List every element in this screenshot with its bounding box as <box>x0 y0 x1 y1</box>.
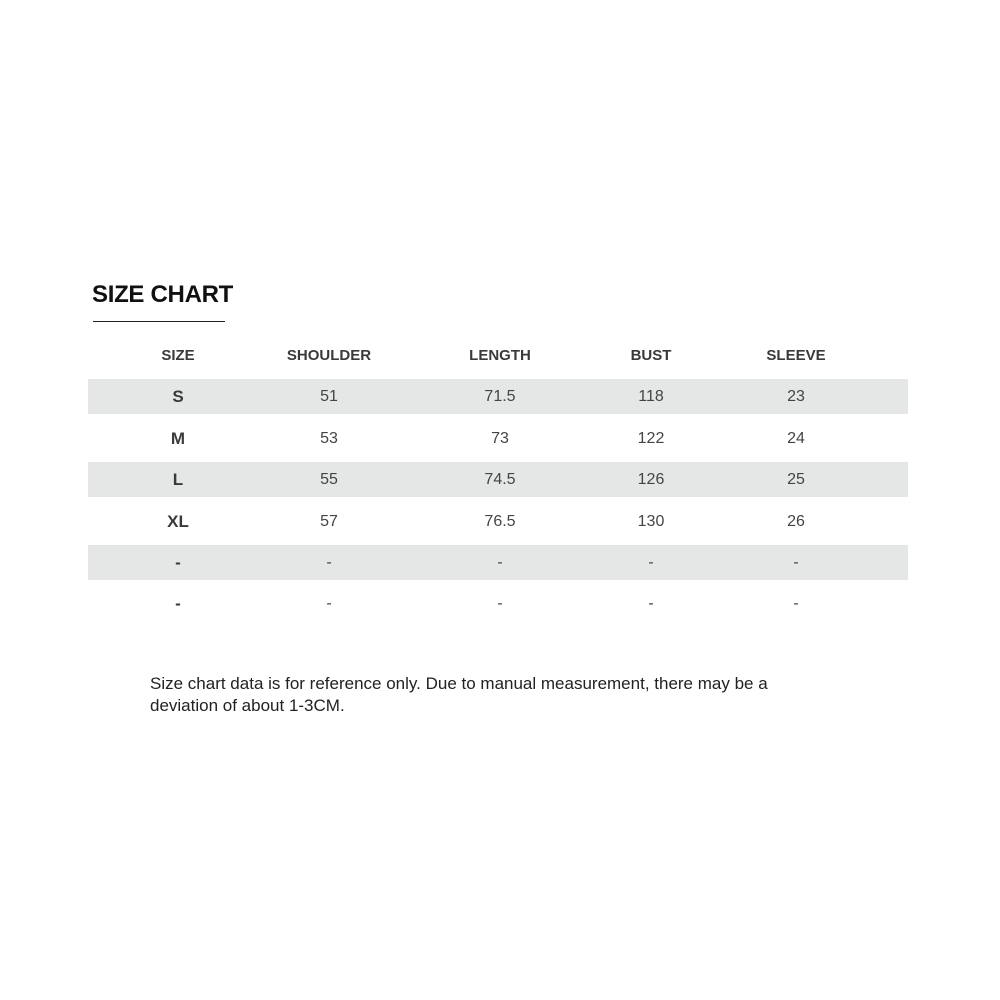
table-row <box>88 379 908 414</box>
header-shoulder: SHOULDER <box>286 347 372 364</box>
table-row <box>88 462 908 497</box>
table-row <box>88 421 908 456</box>
size-cell: S <box>172 387 184 406</box>
bust-cell: 126 <box>637 471 665 488</box>
shoulder-cell: - <box>326 554 332 571</box>
shoulder-cell: 57 <box>320 513 338 530</box>
page-title: SIZE CHART <box>92 281 234 308</box>
header-sleeve: SLEEVE <box>766 347 826 364</box>
table-header-row <box>88 338 908 373</box>
bust-cell: 122 <box>637 430 665 447</box>
sleeve-cell: - <box>793 554 799 571</box>
sleeve-cell: 24 <box>787 430 805 447</box>
length-cell: - <box>497 595 503 612</box>
length-cell: - <box>497 554 503 571</box>
table-row <box>88 504 908 539</box>
header-size: SIZE <box>161 347 195 364</box>
bust-cell: - <box>648 554 654 571</box>
shoulder-cell: 55 <box>320 471 338 488</box>
size-cell: M <box>170 429 186 448</box>
measurement-note: Size chart data is for reference only. Due to manual measurement, there may be a deviation of about 1-3CM. <box>150 674 768 715</box>
sleeve-cell: - <box>793 595 799 612</box>
size-cell: - <box>175 594 181 613</box>
table-row <box>88 545 908 580</box>
table-row <box>88 586 908 621</box>
length-cell: 74.5 <box>484 471 516 488</box>
bust-cell: 118 <box>638 388 664 405</box>
sleeve-cell: 26 <box>787 513 805 530</box>
length-cell: 76.5 <box>484 513 516 530</box>
shoulder-cell: - <box>326 595 332 612</box>
title-underline <box>93 321 225 322</box>
length-cell: 73 <box>491 430 509 447</box>
sleeve-cell: 23 <box>787 388 805 405</box>
header-bust: BUST <box>630 347 672 364</box>
header-length: LENGTH <box>469 347 531 364</box>
shoulder-cell: 51 <box>320 388 338 405</box>
length-cell: 71.5 <box>484 388 516 405</box>
size-cell: L <box>172 470 184 489</box>
size-chart-table <box>88 338 908 613</box>
shoulder-cell: 53 <box>320 430 338 447</box>
size-cell: XL <box>167 512 189 531</box>
bust-cell: - <box>648 595 654 612</box>
bust-cell: 130 <box>637 513 665 530</box>
sleeve-cell: 25 <box>787 471 805 488</box>
size-cell: - <box>175 553 181 572</box>
